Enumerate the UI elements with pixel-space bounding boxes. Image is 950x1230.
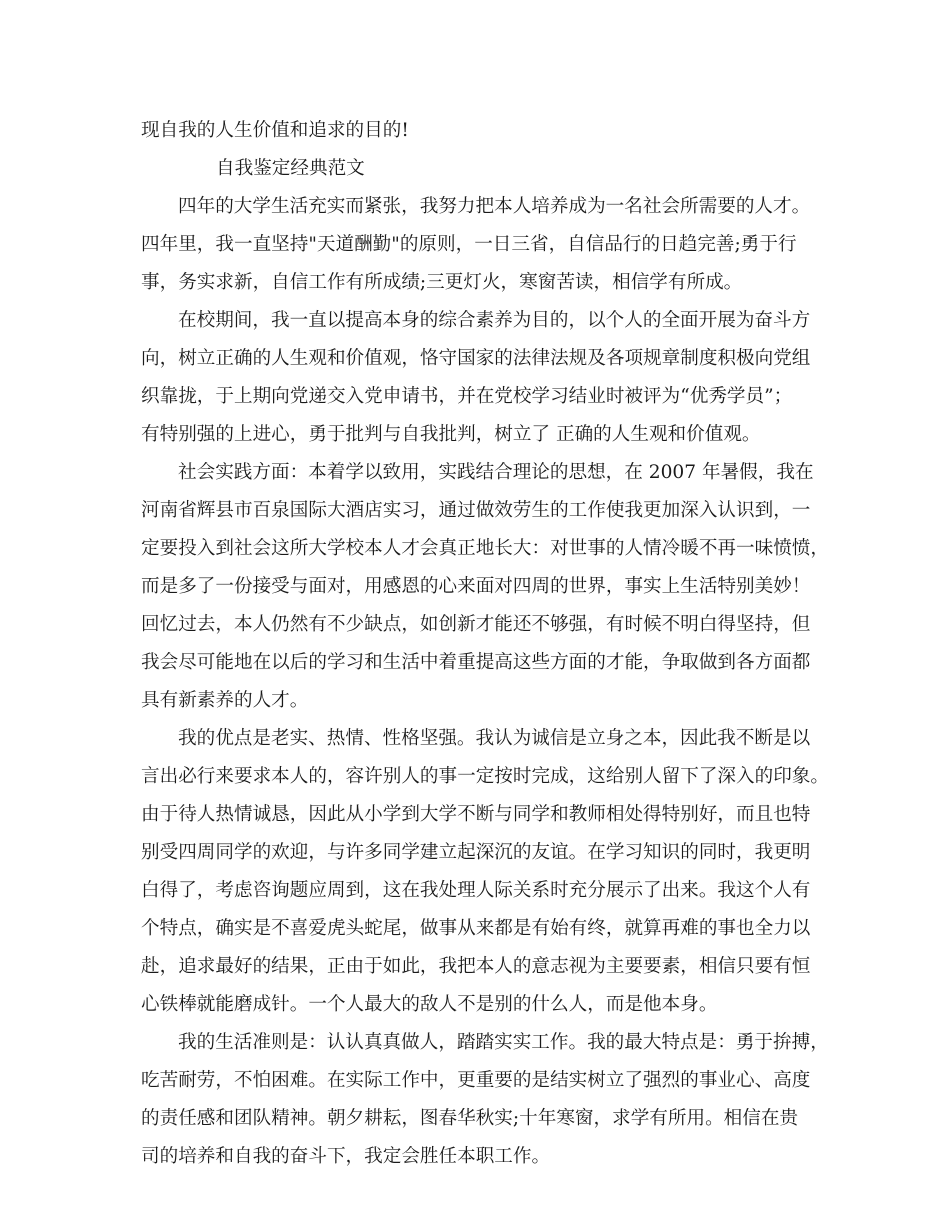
text-line: 由于待人热情诚恳，因此从小学到大学不断与同学和教师相处得特别好，而且也特 xyxy=(141,804,811,825)
text-line: 现自我的人生价值和追求的目的! xyxy=(141,120,409,141)
text-line: 赴，追求最好的结果，正由于如此，我把本人的意志视为主要要素，相信只要有恒 xyxy=(141,956,811,977)
text-line: 事，务实求新，自信工作有所成绩;三更灯火，寒窗苦读，相信学有所成。 xyxy=(141,272,743,293)
text-line: 织靠拢，于上期向党递交入党申请书，并在党校学习结业时被评为“优秀学员”； xyxy=(141,386,793,407)
text-line: 回忆过去，本人仍然有不少缺点，如创新才能还不够强，有时候不明白得坚持，但 xyxy=(141,614,811,635)
text-line: 四年里，我一直坚持"天道酬勤"的原则，一日三省，自信品行的日趋完善;勇于行 xyxy=(141,234,797,255)
document-body xyxy=(141,112,831,1176)
section-title: 自我鉴定经典范文 xyxy=(216,158,365,179)
text-line: 白得了，考虑咨询题应周到，这在我处理人际关系时充分展示了出来。我这个人有 xyxy=(141,880,811,901)
text-line: 司的培养和自我的奋斗下，我定会胜任本职工作。 xyxy=(141,1146,551,1167)
paragraph-start-line: 社会实践方面：本着学以致用，实践结合理论的思想，在 2007 年暑假，我在 xyxy=(178,462,814,483)
paragraph-start-line: 我的生活准则是：认认真真做人，踏踏实实工作。我的最大特点是：勇于拚搏， xyxy=(178,1032,829,1053)
text-line: 心铁棒就能磨成针。一个人最大的敌人不是别的什么人，而是他本身。 xyxy=(141,994,718,1015)
paragraph-start-line: 四年的大学生活充实而紧张，我努力把本人培养成为一名社会所需要的人才。 xyxy=(178,196,811,217)
text-line: 我会尽可能地在以后的学习和生活中着重提高这些方面的才能，争取做到各方面都 xyxy=(141,652,811,673)
text-line: 向，树立正确的人生观和价值观，恪守国家的法律法规及各项规章制度积极向党组 xyxy=(141,348,811,369)
paragraph-start-line: 我的优点是老实、热情、性格坚强。我认为诚信是立身之本，因此我不断是以 xyxy=(178,728,811,749)
text-line: 吃苦耐劳，不怕困难。在实际工作中，更重要的是结实树立了强烈的事业心、高度 xyxy=(141,1070,811,1091)
text-line: 河南省辉县市百泉国际大酒店实习，通过做效劳生的工作使我更加深入认识到，一 xyxy=(141,500,811,521)
text-line: 具有新素养的人才。 xyxy=(141,690,309,711)
text-line: 别受四周同学的欢迎，与许多同学建立起深沉的友谊。在学习知识的同时，我更明 xyxy=(141,842,811,863)
text-line: 个特点，确实是不喜爱虎头蛇尾，做事从来都是有始有终，就算再难的事也全力以 xyxy=(141,918,811,939)
text-line: 有特别强的上进心，勇于批判与自我批判，树立了 正确的人生观和价值观。 xyxy=(141,424,761,445)
text-line: 言出必行来要求本人的，容许别人的事一定按时完成，这给别人留下了深入的印象。 xyxy=(141,766,829,787)
text-line: 而是多了一份接受与面对，用感恩的心来面对四周的世界，事实上生活特别美妙！ xyxy=(141,576,811,597)
text-line: 的责任感和团队精神。朝夕耕耘，图春华秋实;十年寒窗，求学有所用。相信在贵 xyxy=(141,1108,799,1129)
paragraph-start-line: 在校期间，我一直以提高本身的综合素养为目的，以个人的全面开展为奋斗方 xyxy=(178,310,811,331)
text-line: 定要投入到社会这所大学校本人才会真正地长大：对世事的人情冷暖不再一味愤愤， xyxy=(141,538,829,559)
